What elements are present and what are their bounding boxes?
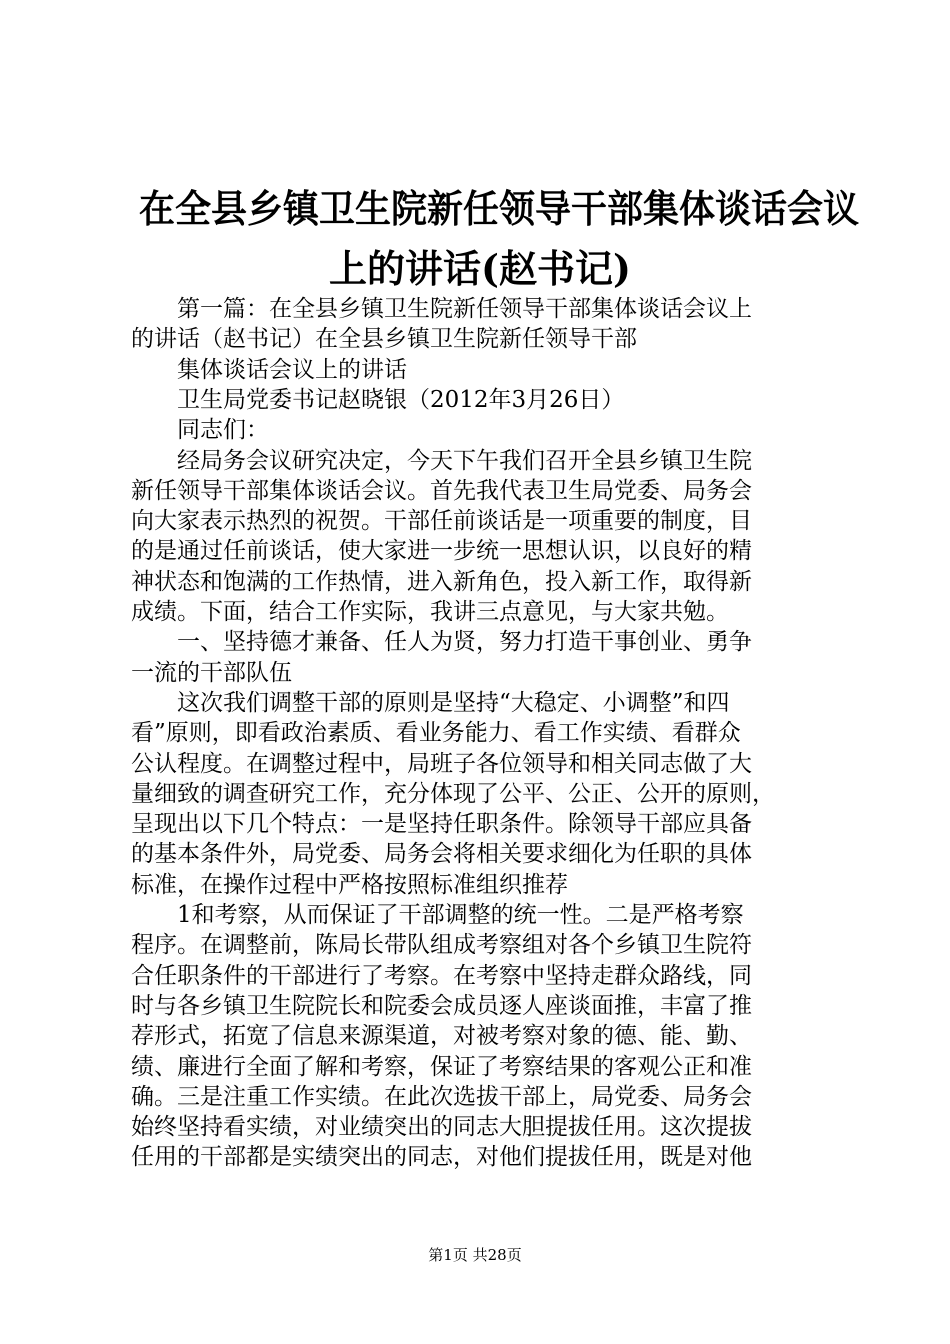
body-text-line: 任用的干部都是实绩突出的同志，对他们提拔任用，既是对他 [131, 1144, 752, 1171]
body-text-line: 呈现出以下几个特点：一是坚持任职条件。除领导干部应具备 [131, 811, 752, 838]
body-text-line: 的基本条件外，局党委、局务会将相关要求细化为任职的具体 [131, 841, 752, 868]
body-text-line: 量细致的调查研究工作，充分体现了公平、公正、公开的原则， [131, 780, 775, 807]
body-text-line: 第一篇：在全县乡镇卫生院新任领导干部集体谈话会议上 [131, 296, 752, 322]
body-text-line: 的是通过任前谈话，使大家进一步统一思想认识，以良好的精 [131, 538, 752, 565]
body-text-line: 神状态和饱满的工作热情，进入新角色，投入新工作，取得新 [131, 568, 752, 595]
document-title-line-2: 上的讲话(赵书记) [329, 246, 631, 291]
body-text-line: 向大家表示热烈的祝贺。干部任前谈话是一项重要的制度，目 [131, 508, 752, 535]
body-text-line: 标准，在操作过程中严格按照标准组织推荐 [131, 871, 568, 898]
body-text-line: 合任职条件的干部进行了考察。在考察中坚持走群众路线，同 [131, 962, 752, 989]
body-text-line: 程序。在调整前，陈局长带队组成考察组对各个乡镇卫生院符 [131, 932, 752, 959]
body-text-line: 公认程度。在调整过程中，局班子各位领导和相关同志做了大 [131, 750, 752, 777]
body-text-line: 的讲话（赵书记）在全县乡镇卫生院新任领导干部 [131, 326, 637, 353]
body-text-line: 一、坚持德才兼备、任人为贤，努力打造干事创业、勇争 [131, 629, 752, 656]
body-text-line: 同志们： [131, 417, 269, 444]
body-text-line: 经局务会议研究决定，今天下午我们召开全县乡镇卫生院 [131, 447, 752, 474]
body-text-line: 集体谈话会议上的讲话 [131, 356, 407, 383]
body-text-line: 卫生局党委书记赵晓银（2012年3月26日） [131, 386, 625, 413]
body-text-line: 绩、廉进行全面了解和考察，保证了考察结果的客观公正和准 [131, 1053, 752, 1080]
body-text-line: 1和考察，从而保证了干部调整的统一性。二是严格考察 [131, 902, 744, 928]
body-text-line: 成绩。下面，结合工作实际，我讲三点意见，与大家共勉。 [131, 599, 729, 625]
body-text-line: 看”原则，即看政治素质、看业务能力、看工作实绩、看群众 [131, 720, 741, 747]
body-text-line: 一流的干部队伍 [131, 659, 292, 686]
body-text-line: 确。三是注重工作实绩。在此次选拔干部上，局党委、局务会 [131, 1083, 752, 1110]
body-text-line: 这次我们调整干部的原则是坚持“大稳定、小调整”和四 [131, 689, 730, 716]
page-number-footer: 第1页 共28页 [428, 1246, 522, 1264]
body-text-line: 荐形式，拓宽了信息来源渠道，对被考察对象的德、能、勤、 [131, 1023, 752, 1050]
body-text-line: 始终坚持看实绩，对业绩突出的同志大胆提拔任用。这次提拔 [131, 1114, 752, 1141]
body-text-line: 新任领导干部集体谈话会议。首先我代表卫生局党委、局务会 [131, 477, 752, 504]
document-title-line-1: 在全县乡镇卫生院新任领导干部集体谈话会议 [138, 186, 859, 231]
body-text-line: 时与各乡镇卫生院院长和院委会成员逐人座谈面推，丰富了推 [131, 992, 752, 1019]
